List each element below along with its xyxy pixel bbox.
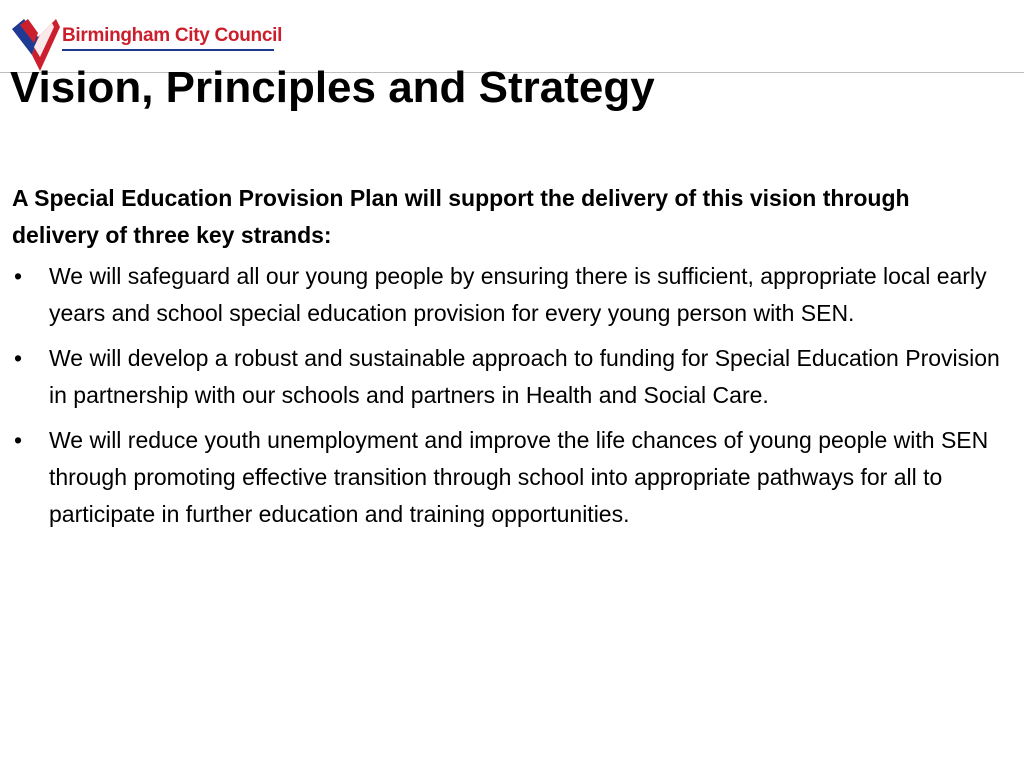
bullet-icon: • bbox=[14, 345, 23, 371]
list-item bbox=[12, 340, 1002, 414]
strand-text: We will reduce youth unemployment and improve the life chances of young people with SEN through promoting effective transition through school into appropriate pathways for all to participate in further education and training opportunities. bbox=[49, 427, 989, 527]
logo-wordmark: Birmingham City Council bbox=[62, 25, 283, 46]
strand-text: We will develop a robust and sustainable approach to funding for Special Education Provision in partnership with our schools and partners in Health and Social Care. bbox=[49, 345, 1000, 408]
intro-paragraph: A Special Education Provision Plan will support the delivery of this vision through delivery of three key strands: bbox=[12, 185, 910, 248]
bullet-icon: • bbox=[14, 427, 23, 453]
slide-body bbox=[12, 180, 1002, 541]
list-item bbox=[12, 258, 1002, 332]
strands-list bbox=[12, 258, 1002, 533]
bullet-icon: • bbox=[14, 263, 23, 289]
list-item bbox=[12, 422, 1002, 533]
strand-text: We will safeguard all our young people by ensuring there is sufficient, appropriate local early years and school special education provision for every young person with SEN. bbox=[49, 263, 987, 326]
logo-underline bbox=[62, 49, 274, 51]
slide-title: Vision, Principles and Strategy bbox=[10, 63, 655, 112]
